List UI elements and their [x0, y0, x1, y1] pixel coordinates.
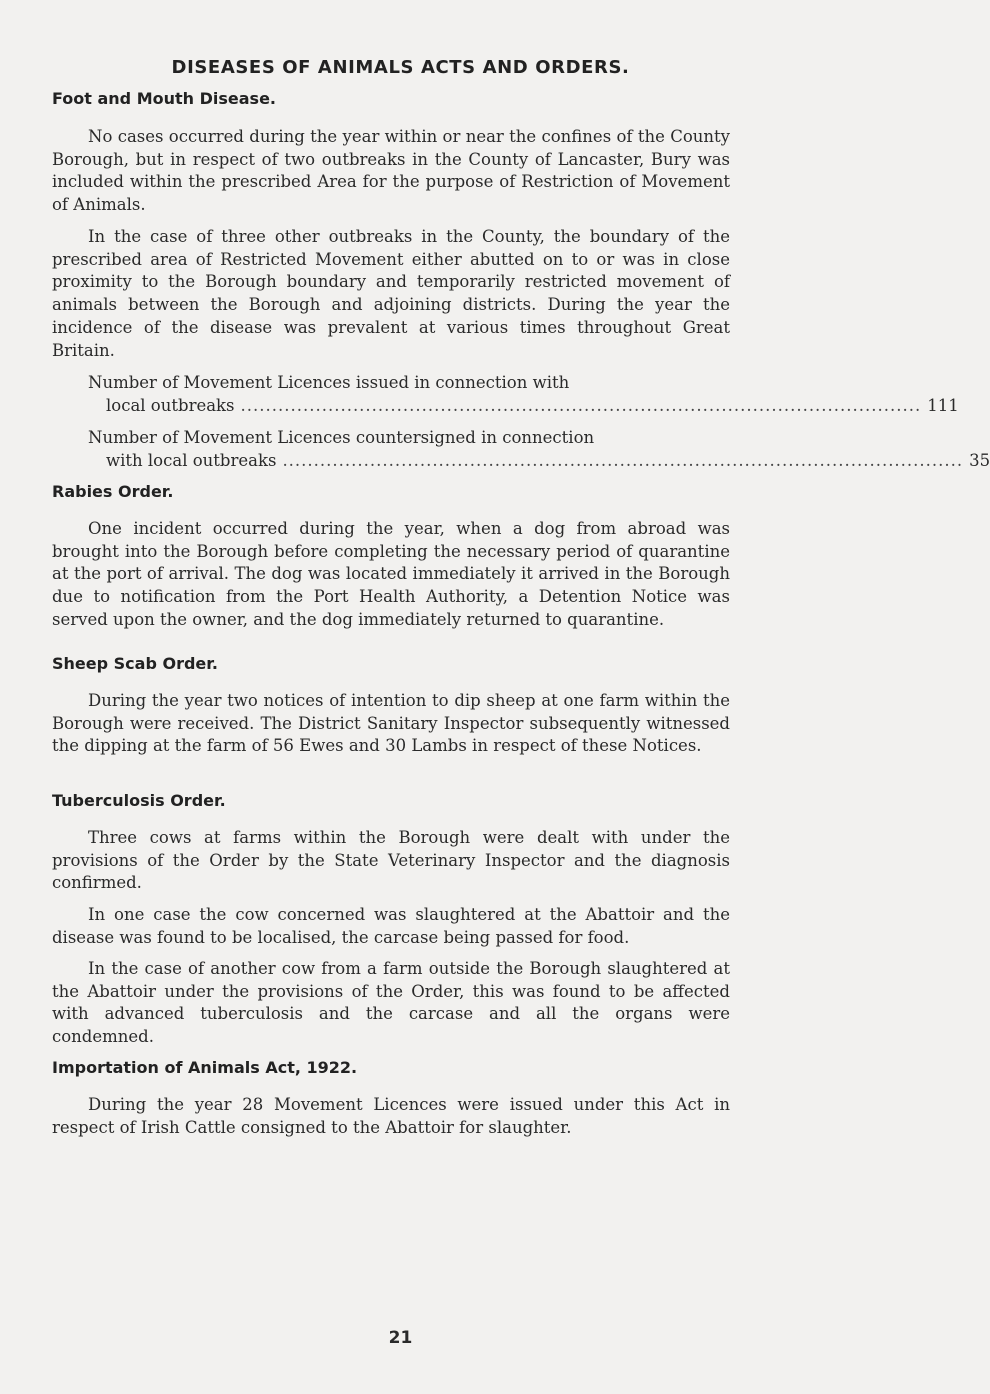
- stat-licences-countersigned: [88, 427, 990, 472]
- heading-rabies: Rabies Order.: [52, 482, 174, 501]
- stat-licences-issued: [88, 372, 959, 417]
- tuberculosis-paragraph-1: Three cows at farms within the Borough were dealt with under the provisions of the Order by the State Veterinary Inspector and the diagnosis confirmed.: [52, 828, 730, 893]
- heading-foot-and-mouth: Foot and Mouth Disease.: [52, 89, 276, 108]
- stat-label-line2: local outbreaks: [106, 395, 235, 415]
- page-number: 21: [388, 1328, 413, 1348]
- foot-and-mouth-paragraph-1: No cases occurred during the year within or near the confines of the County Borough, but in respect of two outbreaks in the County of Lancaster, Bury was included within the prescribed Area for the purpose of Restriction of Movement of Animals.: [52, 127, 730, 215]
- heading-sheep-scab: Sheep Scab Order.: [52, 654, 218, 673]
- tuberculosis-paragraph-3: In the case of another cow from a farm outside the Borough slaughtered at the Abattoir under the provisions of the Order, this was found to be affected with advanced tuberculosis and the carcase and all the organs were condemned.: [52, 959, 730, 1047]
- stat-value: 111: [927, 395, 959, 415]
- page-title: DISEASES OF ANIMALS ACTS AND ORDERS.: [171, 57, 630, 78]
- heading-importation: Importation of Animals Act, 1922.: [52, 1058, 358, 1077]
- sheep-scab-paragraph-1: During the year two notices of intention to dip sheep at one farm within the Borough were received. The District Sanitary Inspector subsequently witnessed the dipping at the farm of 56 Ewes and 30 Lambs in respect of these Notices.: [52, 691, 730, 756]
- rabies-paragraph-1: One incident occurred during the year, when a dog from abroad was brought into the Borough before completing the necessary period of quarantine at the port of arrival. The dog was located immediately it arrived in the Borough due to notification from the Port Health Authority, a Detention Notice was served upon the owner, and the dog immediately returned to quarantine.: [52, 519, 730, 629]
- stat-value: 35: [969, 450, 990, 470]
- stat-label-line1: Number of Movement Licences issued in connection with: [88, 373, 570, 392]
- foot-and-mouth-paragraph-2: In the case of three other outbreaks in the County, the boundary of the prescribed area of Restricted Movement either abutted on to or was in close proximity to the Borough boundary and temporarily restricted movement of animals between the Borough and adjoining districts. During the year the incidence of the disease was prevalent at various times throughout Great Britain.: [52, 227, 730, 360]
- importation-paragraph-1: During the year 28 Movement Licences were issued under this Act in respect of Irish Cattle consigned to the Abattoir for slaughter.: [52, 1095, 730, 1137]
- stat-label-line1: Number of Movement Licences countersigned in connection: [88, 428, 595, 447]
- heading-tuberculosis: Tuberculosis Order.: [52, 791, 226, 810]
- tuberculosis-paragraph-2: In one case the cow concerned was slaughtered at the Abattoir and the disease was found to be localised, the carcase being passed for food.: [52, 905, 730, 947]
- leader-dots: .............................................................................................................: [282, 450, 964, 470]
- stat-label-line2: with local outbreaks: [106, 450, 277, 470]
- leader-dots: .............................................................................................................: [240, 395, 922, 415]
